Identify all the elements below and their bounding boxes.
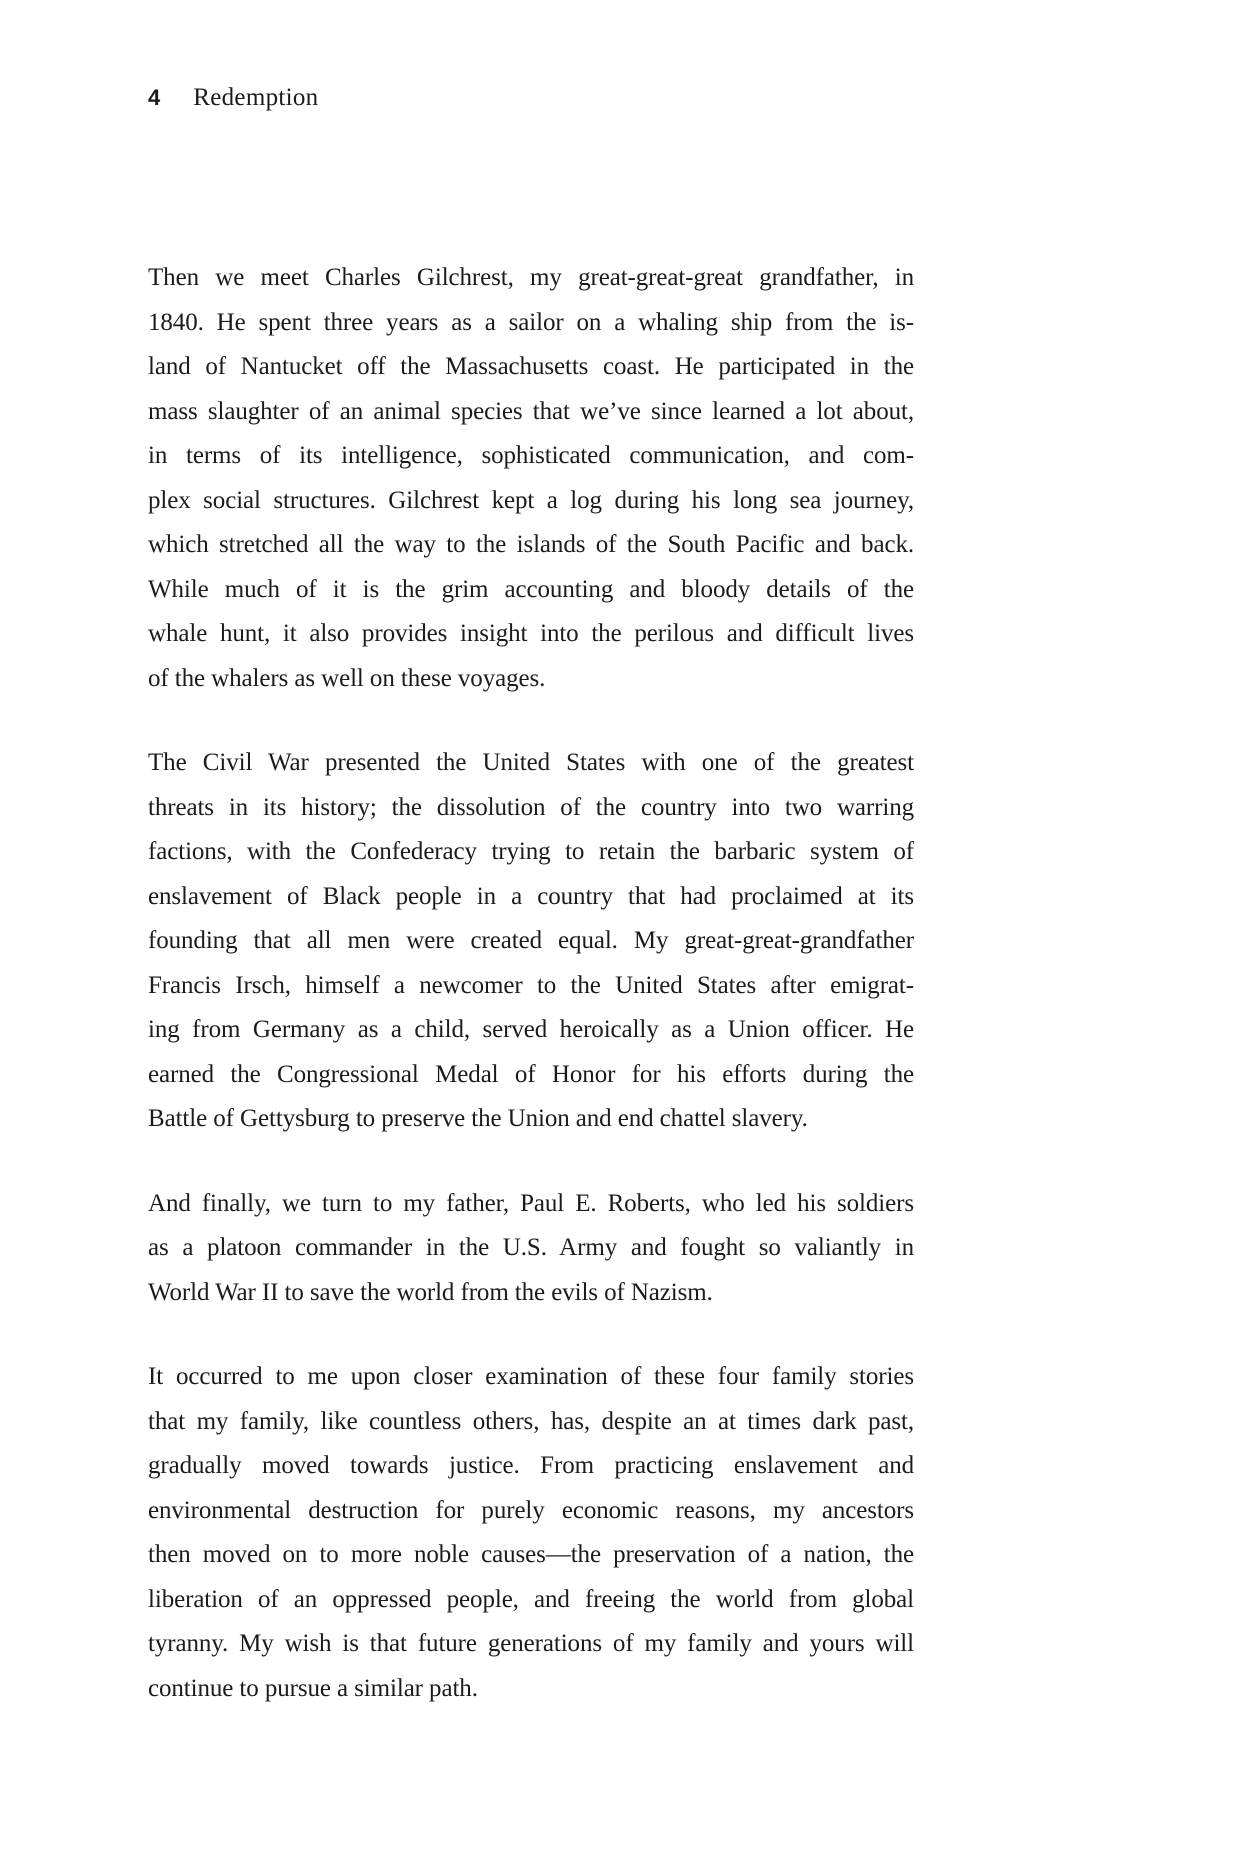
running-head — [148, 84, 318, 112]
text-line: enslavement of Black people in a country that had proclaimed at its — [148, 882, 914, 910]
text-line: Then we meet Charles Gilchrest, my great-great-great grandfather, in — [148, 264, 914, 291]
text-line: as a platoon commander in the U.S. Army and fought so valiantly in — [148, 1234, 914, 1261]
text-line: Battle of Gettysburg to preserve the Union and end chattel slavery. — [148, 1105, 808, 1132]
text-line: environmental destruction for purely economic reasons, my ancestors — [148, 1496, 914, 1524]
text-line: earned the Congressional Medal of Honor for his efforts during the — [148, 1060, 914, 1088]
running-title: Redemption — [193, 84, 319, 111]
text-line: mass slaughter of an animal species that we’ve since learned a lot about, — [148, 397, 914, 425]
text-line: which stretched all the way to the islands of the South Pacific and back. — [148, 531, 914, 558]
text-line: The Civil War presented the United States with one of the greatest — [148, 749, 914, 776]
page-number: 4 — [148, 85, 161, 110]
text-line: gradually moved towards justice. From practicing enslavement and — [148, 1452, 914, 1479]
paragraph-3 — [148, 1182, 914, 1316]
text-line: factions, with the Confederacy trying to retain the barbaric system of — [148, 838, 914, 865]
text-line: Francis Irsch, himself a newcomer to the United States after emigrat- — [148, 971, 914, 999]
text-line: It occurred to me upon closer examination of these four family stories — [148, 1363, 914, 1390]
paragraph-4 — [148, 1355, 914, 1711]
text-line: that my family, like countless others, has, despite an at times dark past, — [148, 1407, 914, 1435]
text-line: While much of it is the grim accounting and bloody details of the — [148, 575, 914, 603]
body-text — [148, 256, 914, 1751]
text-line: threats in its history; the dissolution of the country into two warring — [148, 793, 914, 821]
text-line: whale hunt, it also provides insight into the perilous and difficult lives — [148, 620, 914, 647]
text-line: plex social structures. Gilchrest kept a log during his long sea journey, — [148, 486, 914, 514]
paragraph-1 — [148, 256, 914, 701]
text-line: then moved on to more noble causes—the preservation of a nation, the — [148, 1541, 914, 1568]
text-line: And finally, we turn to my father, Paul E. Roberts, who led his soldiers — [148, 1189, 914, 1217]
text-line: founding that all men were created equal. My great-great-grandfather — [148, 927, 914, 954]
text-line: liberation of an oppressed people, and freeing the world from global — [148, 1585, 914, 1613]
text-line: in terms of its intelligence, sophisticated communication, and com- — [148, 442, 914, 469]
text-line: of the whalers as well on these voyages. — [148, 664, 546, 692]
text-line: land of Nantucket off the Massachusetts coast. He participated in the — [148, 353, 914, 380]
paragraph-2 — [148, 741, 914, 1142]
text-line: World War II to save the world from the evils of Nazism. — [148, 1278, 713, 1306]
text-line: continue to pursue a similar path. — [148, 1674, 478, 1702]
text-line: tyranny. My wish is that future generations of my family and yours will — [148, 1630, 914, 1657]
text-line: 1840. He spent three years as a sailor on a whaling ship from the is- — [148, 308, 914, 336]
text-line: ing from Germany as a child, served heroically as a Union officer. He — [148, 1016, 914, 1043]
